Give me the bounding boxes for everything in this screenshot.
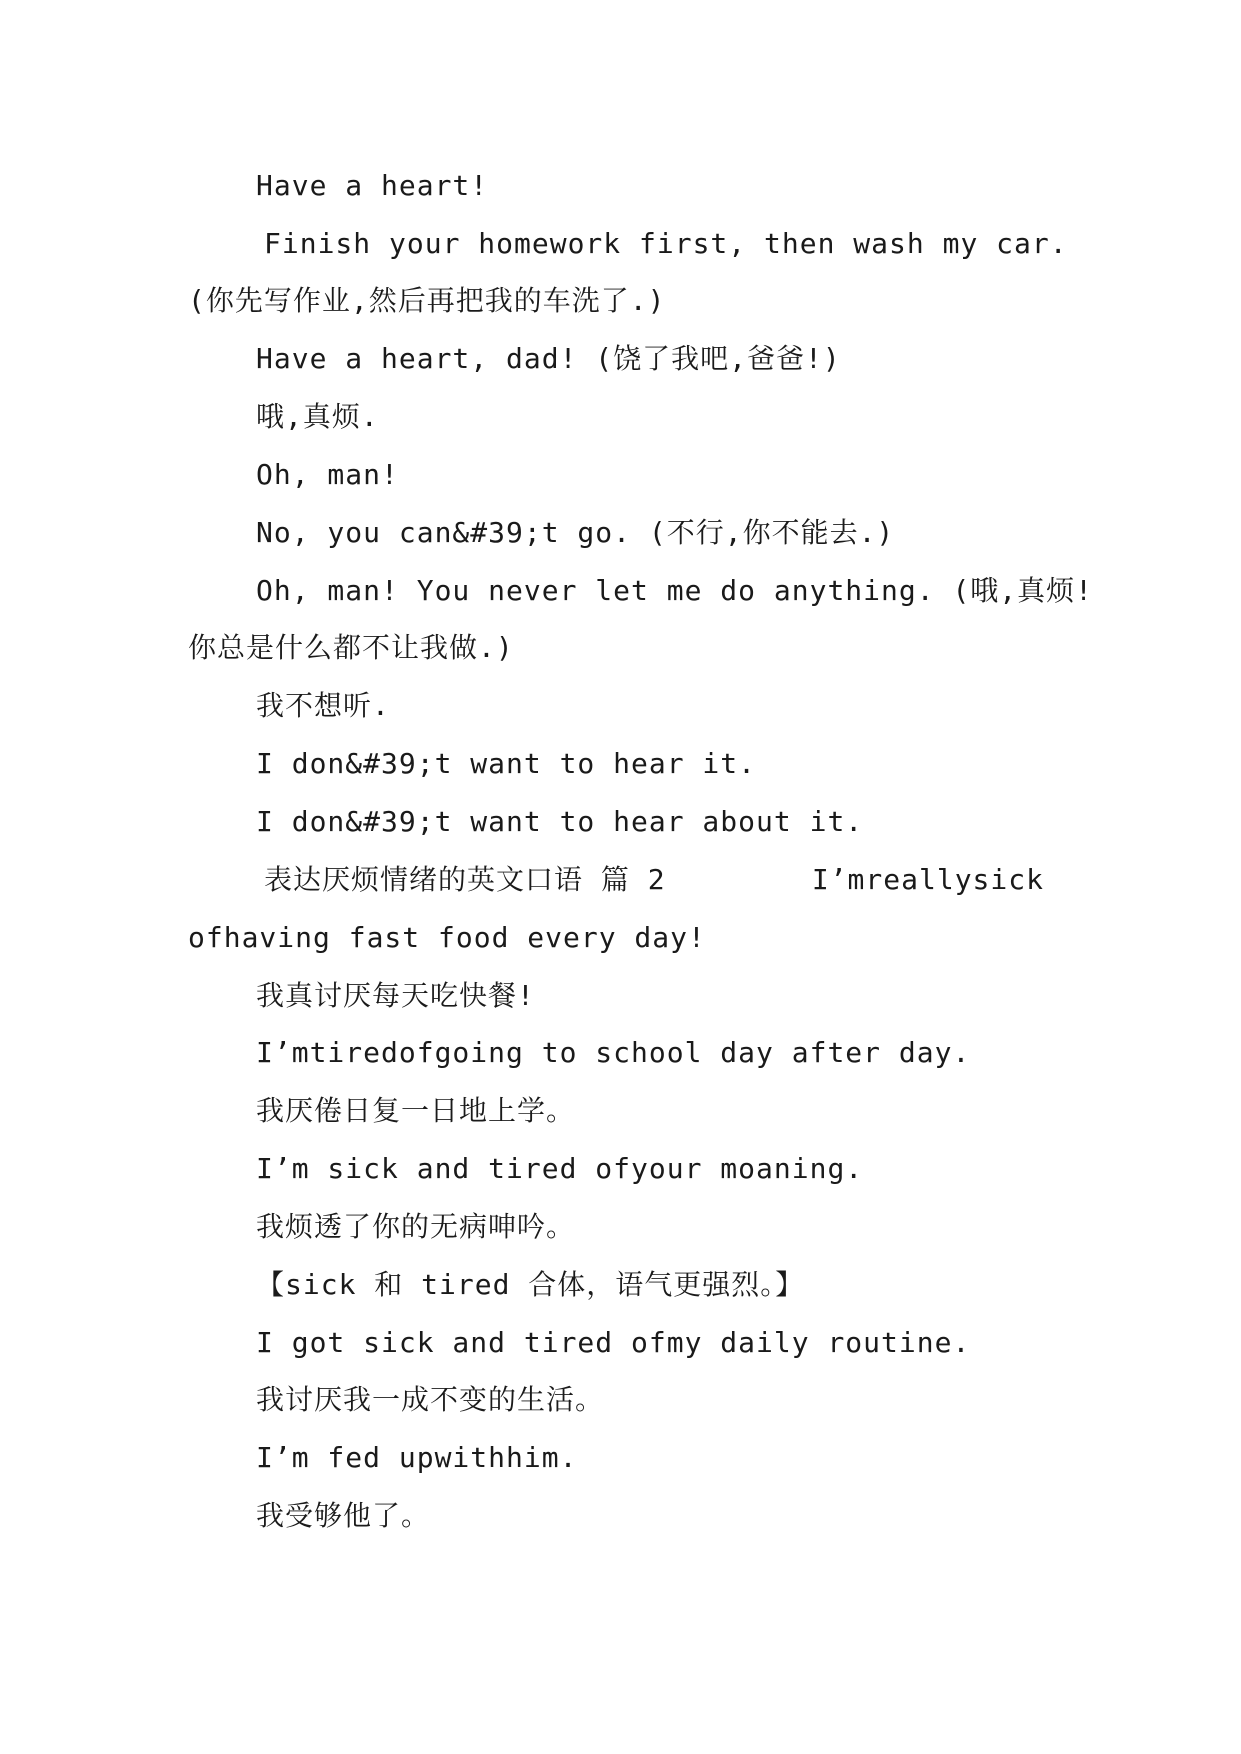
text-line: Have a heart, dad! (饶了我吧,爸爸!) [256,342,841,375]
text-line: I’mtiredofgoing to school day after day. [256,1036,971,1069]
text-line: 哦,真烦. [256,400,379,433]
text-line: I don&#39;t want to hear it. [256,747,757,780]
text-line: 我讨厌我一成不变的生活。 [256,1383,605,1416]
section-heading-line [264,862,1044,898]
note-line: 【sick 和 tired 合体，语气更强烈。】 [256,1268,805,1301]
text-line: 我厌倦日复一日地上学。 [256,1094,576,1127]
text-line: 我烦透了你的无病呻吟。 [256,1210,576,1243]
text-line: I’m sick and tired ofyour moaning. [256,1152,864,1185]
text-line: 我不想听. [256,689,390,722]
section-heading: 表达厌烦情绪的英文口语 篇 2 [264,863,666,896]
text-line: ofhaving fast food every day! [188,921,706,954]
text-line: (你先写作业,然后再把我的车洗了.) [188,284,666,317]
text-line: No, you can&#39;t go. (不行,你不能去.) [256,516,895,549]
text-line: Oh, man! You never let me do anything. (哦,真烦! [256,574,1094,607]
text-line: I got sick and tired ofmy daily routine. [256,1326,971,1359]
text-line: 我真讨厌每天吃快餐! [256,979,535,1012]
text-line: I don&#39;t want to hear about it. [256,805,864,838]
text-line: I’m fed upwithhim. [256,1441,578,1474]
text-line: Oh, man! [256,458,399,491]
text-line: Finish your homework first, then wash my car. [264,227,1068,260]
text-line: Have a heart! [256,169,489,202]
text-line: 我受够他了。 [256,1499,431,1532]
text-fragment: I’mreallysick [811,863,1044,896]
text-line: 你总是什么都不让我做.) [188,631,514,664]
